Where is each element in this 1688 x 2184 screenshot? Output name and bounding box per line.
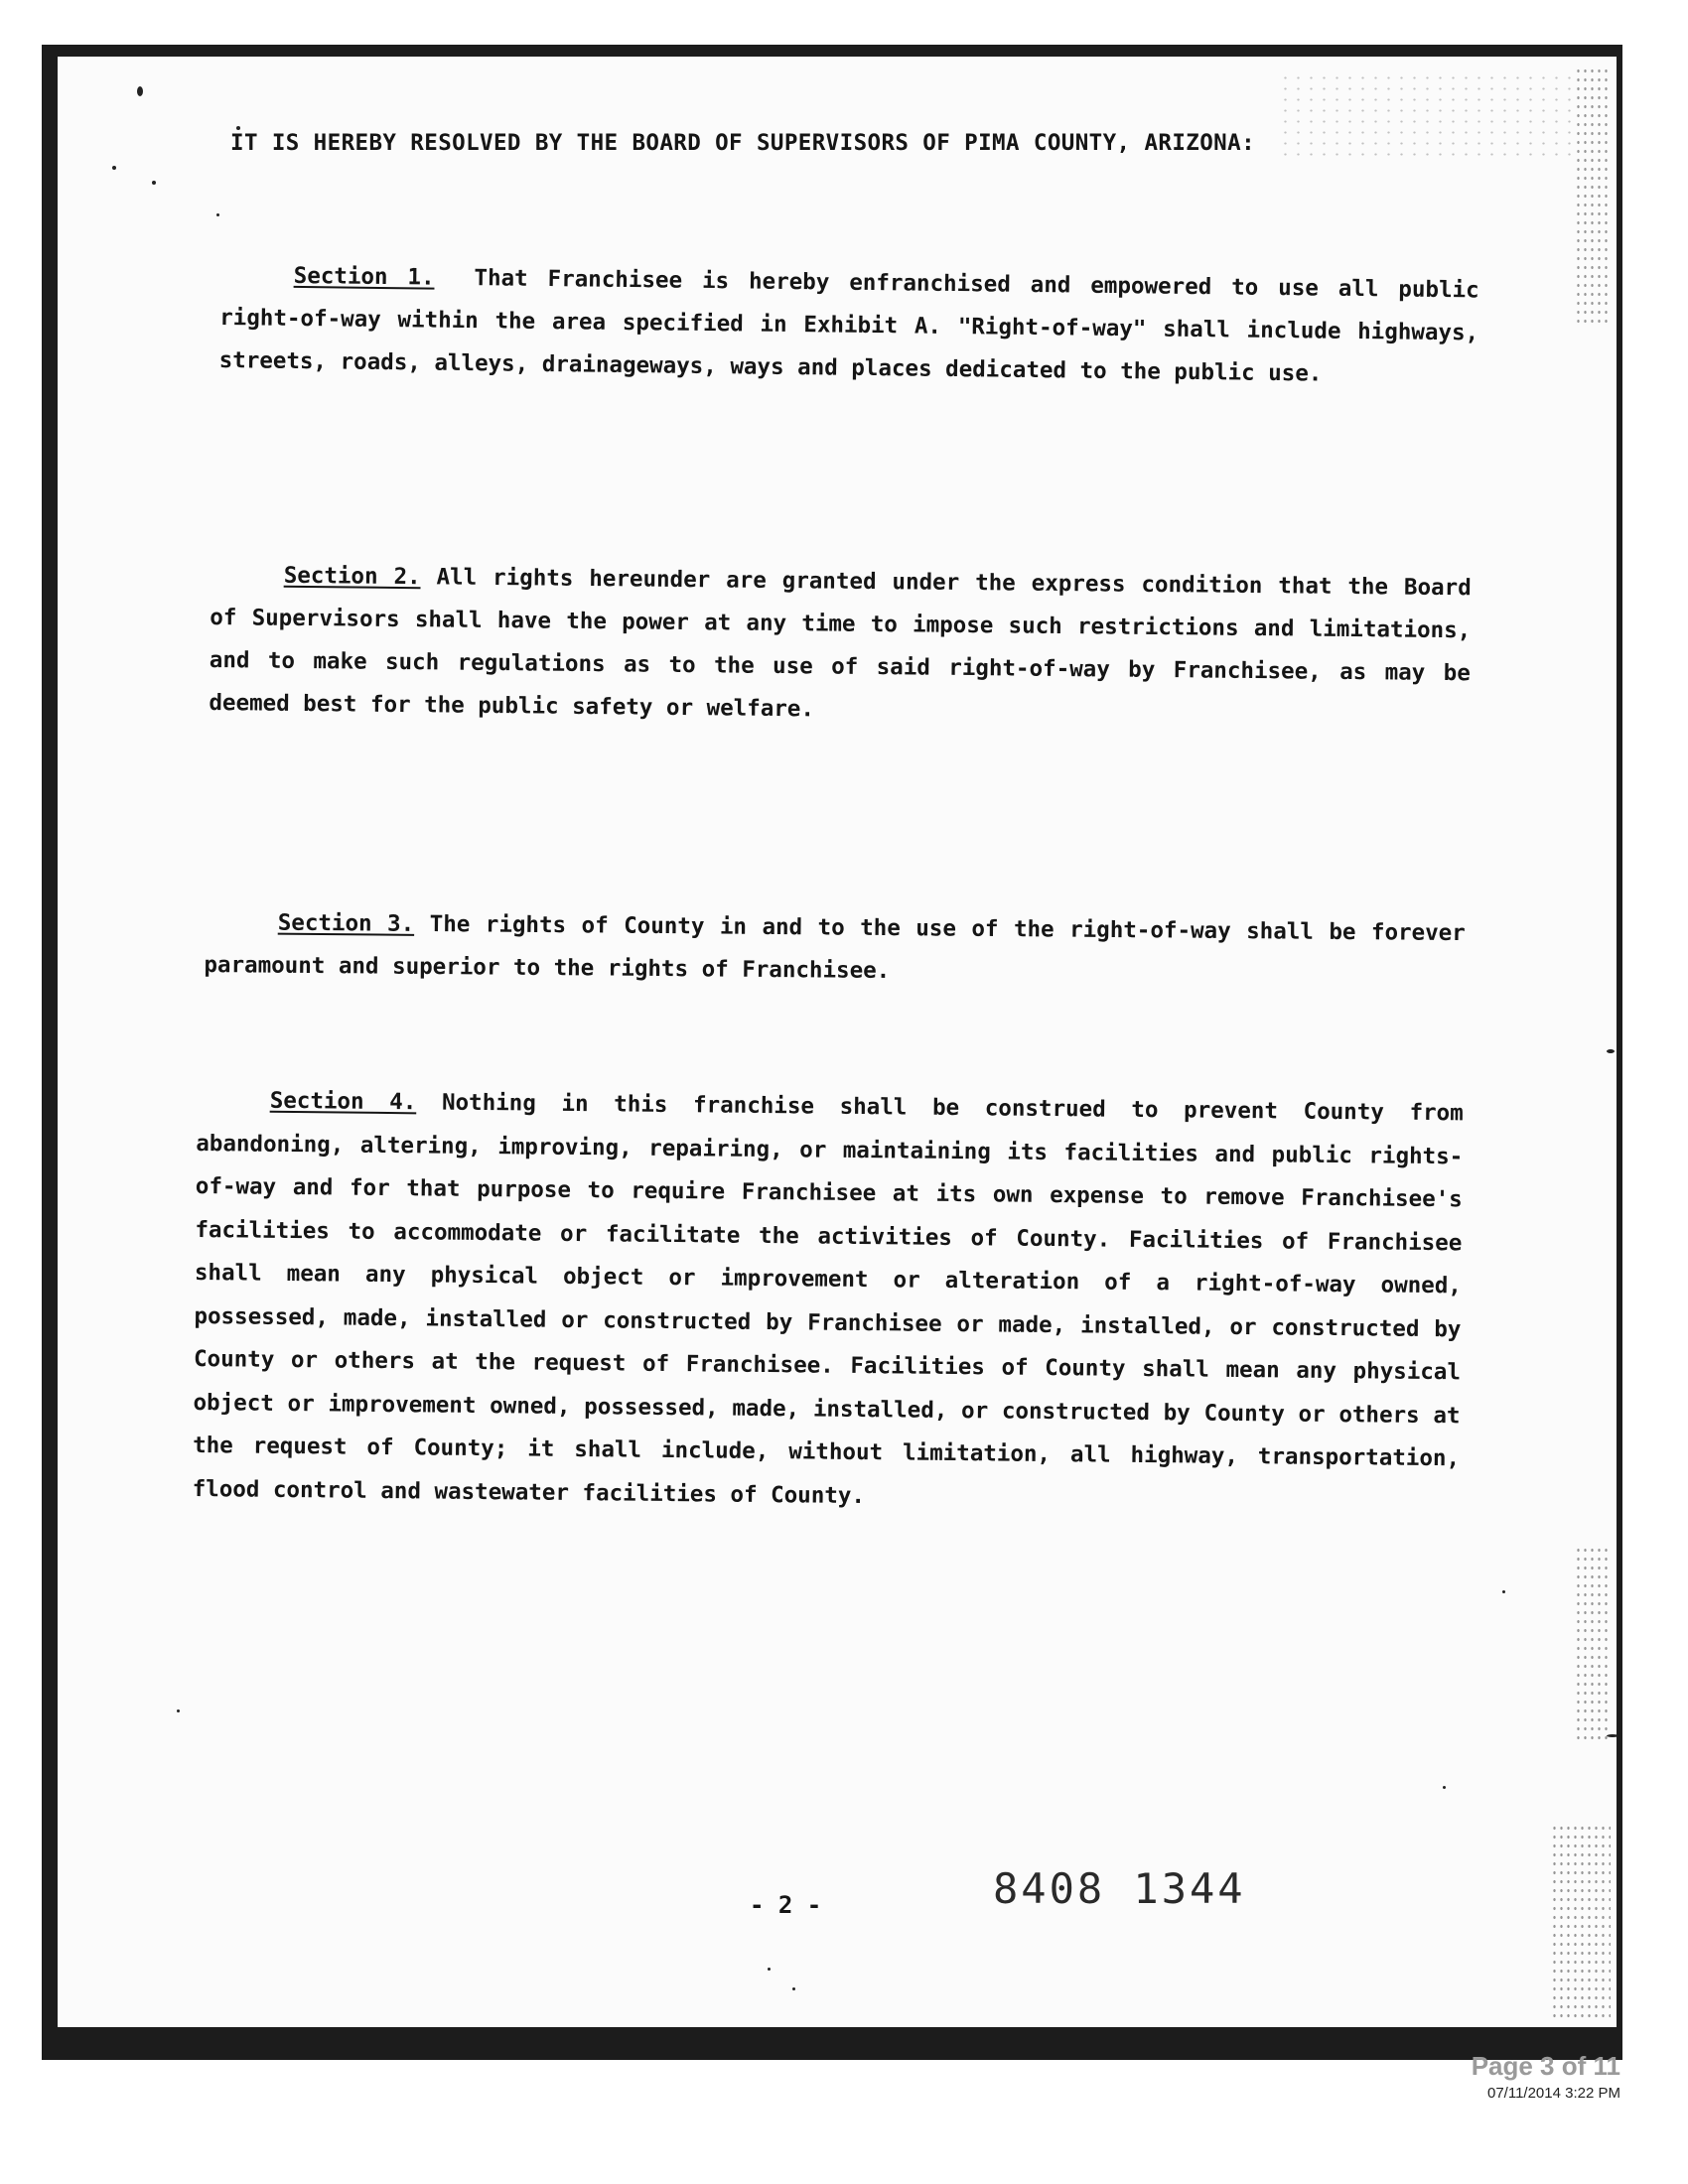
scan-noise [1279,72,1577,162]
scan-speck [768,1968,771,1971]
section-3 [204,901,1466,998]
resolution-heading: IT IS HEREBY RESOLVED BY THE BOARD OF SUPERVISORS OF PIMA COUNTY, ARIZONA: [230,130,1256,156]
scan-speck [152,181,156,185]
scan-speck [1502,1590,1505,1593]
scan-noise [1575,1546,1611,1744]
scan-speck [112,166,116,170]
scan-speck [177,1709,180,1712]
section-label: Section 1. [293,262,435,291]
section-text: All rights hereunder are granted under the express condition that the Board of Supervisors shall have the power at any time to impose such restrictions and limitations, and to make such regulations as to the use of said right-of-way by Franchisee, as may be deemed best for the public safety or welfare. [209,564,1472,723]
section-text: The rights of County in and to the use of the right-of-way shall be forever paramount and superior to the rights of Franchisee. [204,910,1466,985]
section-label: Section 4. [269,1087,417,1116]
page-number: - 2 - [750,1891,822,1919]
section-1 [218,254,1478,397]
document-number: 8408 1344 [993,1864,1246,1913]
section-4 [192,1079,1463,1524]
section-2 [209,554,1472,738]
scan-speck [1607,1734,1617,1737]
section-text: Nothing in this franchise shall be construed to prevent County from abandoning, altering, improving, repairing, or maintaining its facilities and public rights-of-way and for that purpose to require Franchisee at its own expense to remove Franchisee's facilities to accommodate or facilitate the activities of County. Facilities of Franchisee shall mean any physical object or improvement or alteration of a right-of-way owned, possessed, made, installed or constructed by Franchisee or made, installed, or constructed by County or others at the request of Franchisee. Facilities of County shall mean any physical object or improvement owned, possessed, made, installed, or constructed by County or others at the request of County; it shall include, without limitation, all highway, transportation, flood control and wastewater facilities of County. [192,1089,1464,1509]
page-indicator: Page 3 of 11 [1471,2051,1620,2081]
scan-speck [1443,1786,1446,1789]
scan-speck [792,1987,795,1990]
scan-speck [137,86,143,96]
timestamp: 07/11/2014 3:22 PM [1487,2085,1620,2102]
section-label: Section 3. [277,909,415,937]
scan-noise [1551,1824,1611,2022]
section-label: Section 2. [283,562,421,591]
scan-speck [1607,1049,1615,1053]
scan-noise [1575,67,1611,325]
section-text: That Franchisee is hereby enfranchised and empowered to use all public right-of-way within the area specified in Exhibit A. "Right-of-way" shall include highways, streets, roads, alleys, drainageways, ways and places dedicated to the public use. [218,265,1479,387]
scan-speck [216,213,219,216]
